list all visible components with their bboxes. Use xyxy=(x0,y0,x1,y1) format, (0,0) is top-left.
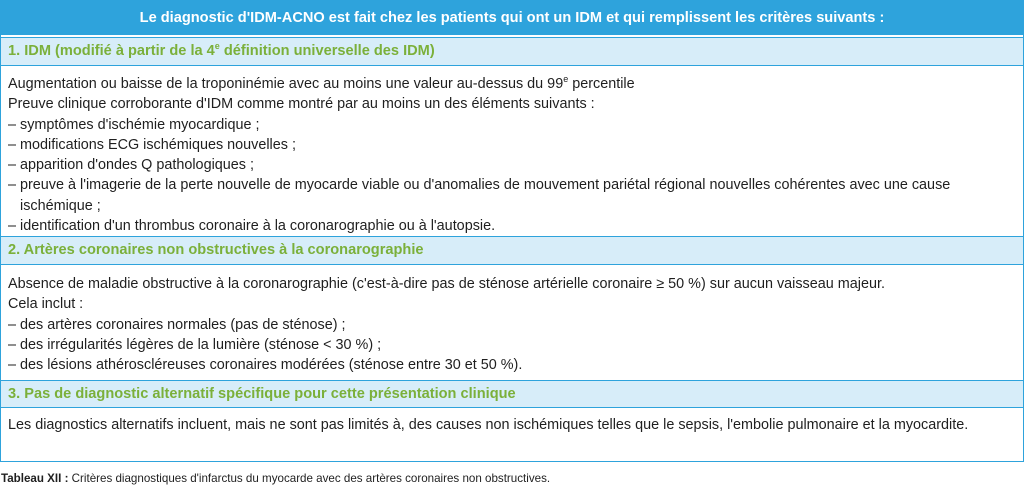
dash-bullet: – xyxy=(8,136,17,153)
list-item: – symptômes d'ischémie myocardique ; xyxy=(8,115,1016,135)
list-item: – identification d'un thrombus coronaire à la coronarographie ou à l'autopsie. xyxy=(8,216,1016,236)
section-1-title: 1. IDM (modifié à partir de la 4e définition universelle des IDM) xyxy=(1,37,1023,66)
section-1-line-1: Augmentation ou baisse de la troponinémie avec au moins une valeur au-dessus du 99e percentile xyxy=(8,74,635,92)
list-item: – modifications ECG ischémiques nouvelles ; xyxy=(8,135,1016,155)
section-3-body xyxy=(1,408,1023,461)
section-1-body xyxy=(1,66,1023,236)
section-1-line-2: Preuve clinique corroborante d'IDM comme montré par au moins un des éléments suivants : xyxy=(8,96,595,113)
list-item: – apparition d'ondes Q pathologiques ; xyxy=(8,155,1016,175)
list-item: – preuve à l'imagerie de la perte nouvelle de myocarde viable ou d'anomalies de mouvement pariétal régional nouvelles cohérentes avec une cause ischémique ; xyxy=(8,175,1016,216)
list-item: – des lésions athéroscléreuses coronaires modérées (sténose entre 30 et 50 %). xyxy=(8,355,1016,375)
dash-bullet: – xyxy=(8,357,17,374)
section-2-title: 2. Artères coronaires non obstructives à la coronarographie xyxy=(1,236,1023,265)
section-3-text: Les diagnostics alternatifs incluent, mais ne sont pas limités à, des causes non ischémiques telles que le sepsis, l'embolie pulmonaire et la myocardite. xyxy=(8,417,969,433)
dash-bullet: – xyxy=(8,218,17,235)
list-item: – des artères coronaires normales (pas de sténose) ; xyxy=(8,315,1016,335)
table-caption xyxy=(1,472,550,485)
dash-bullet: – xyxy=(8,336,17,353)
section-3-title: 3. Pas de diagnostic alternatif spécifique pour cette présentation clinique xyxy=(1,380,1023,408)
dash-bullet: – xyxy=(8,157,17,174)
section-2-line-2: Cela inclut : xyxy=(8,296,84,313)
list-item: – des irrégularités légères de la lumière (sténose < 30 %) ; xyxy=(8,335,1016,355)
section-2-line-1: Absence de maladie obstructive à la coronarographie (c'est-à-dire pas de sténose artérielle coronaire ≥ 50 %) sur aucun vaisseau majeur. xyxy=(8,276,885,292)
section-2-body xyxy=(1,265,1023,380)
dash-bullet: – xyxy=(8,316,17,333)
caption-label: Tableau XII : xyxy=(1,472,69,485)
caption-text: Critères diagnostiques d'infarctus du myocarde avec des artères coronaires non obstructives. xyxy=(68,472,551,485)
table-header: Le diagnostic d'IDM-ACNO est fait chez les patients qui ont un IDM et qui remplissent les critères suivants : xyxy=(1,1,1023,35)
dash-bullet: – xyxy=(8,177,17,194)
dash-bullet: – xyxy=(8,116,17,133)
